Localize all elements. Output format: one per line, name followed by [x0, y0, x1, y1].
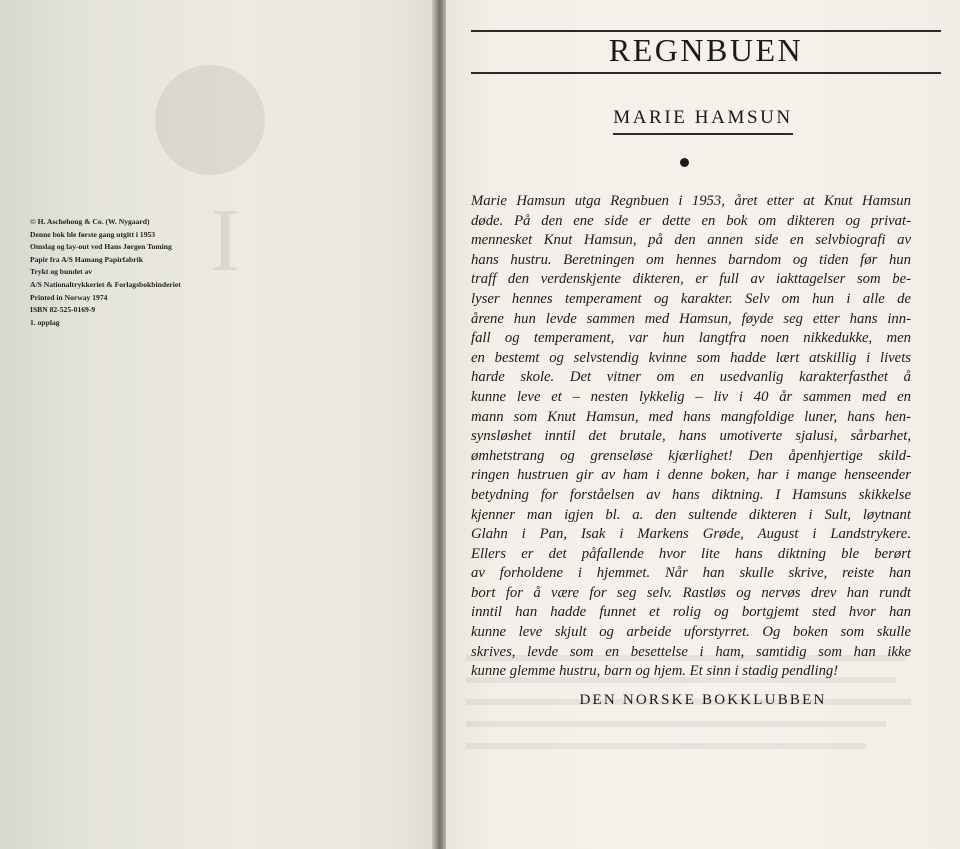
blurb-line: inntil han hadde funnet et rolig og bortgjemt sted hvor han [471, 604, 911, 621]
book-title: REGNBUEN [608, 32, 804, 68]
blurb-line: en bestemt og selvstendig kvinne som hadde lært atskillig i livets [471, 349, 911, 366]
left-page [0, 0, 436, 849]
author-name: MARIE HAMSUN [613, 107, 793, 135]
blurb-line: av forholdene i hjemmet. Når han skulle skrive, reiste han [471, 565, 911, 582]
blurb-line: kjenner man igjen bl. a. den sultende dikteren i Sult, løytnant [471, 506, 911, 523]
blurb-line: mennesket Knut Hamsun, på den annen side en selvbiografi av [471, 232, 911, 249]
author-wrap [446, 107, 960, 135]
isbn-line: ISBN 82-525-0169-9 [30, 305, 96, 315]
blurb-line: traff den verdenskjente dikteren, er full av iakttagelser som be- [471, 271, 911, 288]
blurb-line: mann som Knut Hamsun, med hans mangfoldige luner, hans hen- [471, 408, 911, 425]
blurb-line: bort for å være for seg selv. Rastløs og nervøs drev han rundt [471, 584, 911, 601]
blurb-line: hans hustru. Beretningen om hennes barndom og tiden før hun [471, 251, 911, 268]
blurb-line: Glahn i Pan, Isak i Markens Grøde, August i Landstrykere. [471, 526, 911, 543]
imprint-line: Papir fra A/S Hamang Papirfabrik [30, 254, 143, 264]
svg-text:R: R [170, 61, 231, 160]
blurb-line: kunne leve et – nesten lykkelig – liv i 40 år sammen med en [471, 388, 911, 405]
blurb-line: skrives, levde som en besettelse i ham, samtidig som han ikke [471, 643, 911, 660]
publisher-name: DEN NORSKE BOKKLUBBEN [579, 692, 827, 708]
edition-line: 1. opplag [30, 317, 60, 327]
imprint-block [30, 216, 181, 329]
blurb-line: betydning for forståelsen av hans diktning. I Hamsuns skikkelse [471, 486, 911, 503]
title-rule-bottom [471, 72, 941, 74]
imprint-line: A/S Nationaltrykkeriet & Forlagsbokbinderiet [30, 279, 181, 289]
blurb-line: Marie Hamsun utga Regnbuen i 1953, året etter at Knut Hamsun [471, 193, 911, 209]
bullet-ornament [680, 158, 689, 167]
blurb-line: årene hun levde sammen med Hamsun, føyde seg etter hans inn- [471, 310, 911, 327]
right-page [446, 0, 960, 849]
blurb-line: lyser hennes temperament og karakter. Selv om hun i alle de [471, 290, 911, 307]
imprint-line: © H. Aschehoug & Co. (W. Nygaard) [30, 217, 150, 226]
book-gutter [432, 0, 446, 849]
blurb-line: kunne leve skjult og arbeide uforstyrret. Og boken som skulle [471, 624, 911, 641]
blurb-line: fall og temperament, var hun langtfra noen nikkedukke, men [471, 330, 911, 347]
imprint-line: Denne bok ble første gang utgitt i 1953 [30, 229, 156, 239]
printed-in-line: Printed in Norway 1974 [30, 292, 108, 302]
blurb-line: kunne glemme hustru, barn og hjem. Et sinn i stadig pendling! [471, 663, 839, 680]
blurb-line: ringen hustruen gir av ham i denne boken, har i mange henseender [471, 467, 911, 484]
blurb-line: ømhetstrang og grenseløse kjærlighet! Den åpenhjertige skild- [471, 447, 911, 464]
svg-text:I: I [210, 191, 240, 290]
blurb-line: døde. På den ene side er dette en bok om dikteren og privat- [471, 212, 911, 229]
imprint-line: Trykt og bundet av [30, 267, 93, 277]
blurb-line: synsløshet inntil det brutale, hans umotiverte sjalusi, sårbarhet, [471, 428, 911, 445]
blurb-line: harde skole. Det vitner om en usedvanlig karakterfasthet å [471, 369, 911, 386]
blurb-line: Ellers er det påfallende hvor lite hans diktning ble berørt [471, 545, 911, 562]
blurb-text [471, 192, 911, 682]
imprint-line: Omslag og lay-out ved Hans Jørgen Toming [30, 242, 172, 252]
